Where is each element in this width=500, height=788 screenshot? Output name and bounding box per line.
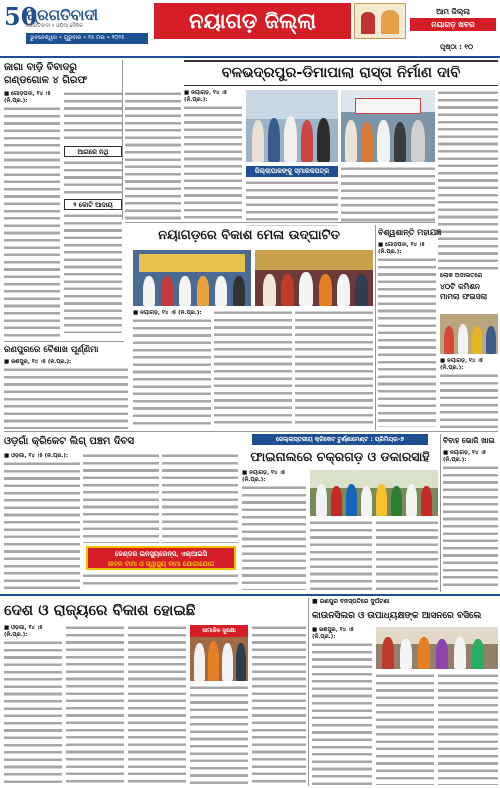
- photo-person: [382, 637, 394, 669]
- cricket-final-text-1: [242, 485, 306, 590]
- cricket-final-col1: [242, 470, 306, 590]
- cricket-final-headline-box: [242, 447, 438, 467]
- photo-person: [355, 274, 368, 306]
- vishwa-shanti-text-1: [378, 257, 436, 427]
- cricket-final-text-3: [376, 520, 438, 590]
- vikas-mela-photo-1: [133, 250, 251, 306]
- cricket-fifth-col4: [83, 573, 238, 589]
- vishwa-shanti-col1: [378, 242, 436, 427]
- panchayat-text-3: [438, 673, 498, 785]
- photo-person: [215, 276, 227, 306]
- photo-person: [268, 118, 280, 162]
- vikas-mela-col2: [214, 310, 292, 428]
- panchayat-col3: [438, 673, 498, 785]
- vikas-mela-headline: ନୟାଗଡ଼ରେ ବିକାଶ ମେଳା ଉଦ୍‌ଘାଟିତ: [158, 228, 340, 243]
- panchayat-kicker-box: [312, 598, 498, 608]
- photo-person: [331, 486, 342, 516]
- development-headline: ଦେଶ ଓ ରାଜ୍ୟରେ ବିକାଶ ହୋଇଛି: [4, 601, 196, 619]
- panchayat-col2: [376, 673, 434, 785]
- cricket-final-headline: ଫାଇନାଲରେ ଚକ୍ରଗଡ଼ ଓ ଡକାରସାହି: [250, 449, 430, 464]
- photo-person: [376, 484, 387, 516]
- development-text-5: [252, 625, 306, 785]
- vishwa-shanti-headline-box: [378, 226, 498, 240]
- land-dispute-byline: ■ ଗୋଡ଼ିପଦା, ୧୪ ।୫ (ନି.ପ୍ର.):: [4, 91, 51, 104]
- road-demand-caption: ଜିଲ୍ଲାପାଳଙ୍କୁ ସ୍ମାରକପତ୍ର: [246, 166, 338, 177]
- panchayat-text-1: [312, 642, 372, 785]
- photo-person: [436, 639, 448, 669]
- insurance-ad: [86, 546, 236, 570]
- divider: [4, 341, 124, 342]
- divider: [308, 598, 309, 786]
- road-demand-photo-1: [246, 90, 338, 162]
- photo-person: [252, 120, 264, 162]
- land-dispute-text-2: [64, 91, 122, 143]
- vikas-mela-byline: ■ ନୟାଗଡ଼, ୧୪ ।୫ (ନି.ପ୍ର.):: [133, 310, 202, 316]
- photo-person: [421, 486, 432, 516]
- road-demand-photo-2: [341, 90, 435, 162]
- photo-person: [361, 122, 373, 162]
- section-rule: [0, 594, 500, 596]
- development-text-2: [66, 625, 124, 785]
- divider: [4, 431, 498, 432]
- development-col1: [4, 625, 62, 785]
- section-banner: ନୟାଗଡ଼ ଜିଲ୍ଲା: [154, 3, 351, 39]
- road-demand-col2: [246, 180, 338, 226]
- land-dispute-sub-3: ୨ କୋଟି ଆଦାୟ: [64, 199, 122, 210]
- land-dispute-col3: [125, 91, 181, 221]
- road-demand-headline-box: [184, 60, 498, 86]
- photo-person: [284, 116, 297, 162]
- forty-cases-kicker: ଲୋକ ଅଦାଲତରେ: [440, 272, 483, 279]
- photo-person: [345, 120, 357, 162]
- divider: [122, 60, 123, 220]
- development-photo: [190, 625, 248, 681]
- land-dispute-headline-box: [4, 62, 122, 88]
- divider: [375, 225, 376, 430]
- road-demand-col4: [438, 90, 498, 270]
- development-byline: ■ ଓଡ଼ଗାଁ, ୧୪ ।୫ (ନି.ପ୍ର.):: [4, 625, 43, 638]
- road-demand-text-4: [438, 90, 498, 270]
- photo-person: [197, 276, 209, 306]
- development-photo-caption: ସାମାଜିକ ସୁରକ୍ଷା: [190, 625, 248, 637]
- photo-person: [472, 326, 482, 354]
- road-demand-headline: ବଳଭଦ୍ରପୁର-ଡିମାପାଲା ରାସ୍ତା ନିର୍ମାଣ ଦାବି: [221, 65, 461, 81]
- forty-cases-byline: ■ ନୟାଗଡ଼, ୧୪ ।୫ (ନି.ପ୍ର.):: [440, 358, 484, 371]
- cricket-fifth-col1: [4, 453, 80, 589]
- buddha-purnima-headline: ରଣପୁରରେ ବୈଶାଖ ପୂର୍ଣ୍ଣିମା: [4, 345, 99, 355]
- ad-line-2: ନୟାଗଡ଼ ଖବର: [410, 18, 496, 31]
- photo-sky: [310, 470, 438, 488]
- panchayat-text-2: [376, 673, 434, 785]
- photo-person: [486, 326, 496, 354]
- cricket-fifth-text-4: [83, 573, 238, 589]
- vivah-text: [443, 465, 498, 590]
- development-col4: [190, 685, 248, 785]
- development-col3: [128, 625, 186, 785]
- forty-cases-col: [440, 358, 498, 428]
- divider: [125, 222, 435, 223]
- ad-figure-1: [361, 12, 375, 34]
- forty-cases-text: [440, 373, 498, 428]
- land-dispute-text-1: [4, 106, 60, 339]
- photo-person: [236, 643, 246, 681]
- photo-person: [391, 486, 402, 516]
- development-col2: [66, 625, 124, 785]
- cricket-fifth-text-2: [83, 453, 159, 543]
- land-dispute-text-4: [64, 213, 122, 333]
- development-headline-box: [4, 598, 304, 622]
- insurance-ad-line-1: ଜେଣ୍ଡର ଇନସ୍ୟୁରେନ୍ସ, ଏଲ୍‌ଆଇସି: [115, 550, 207, 558]
- cricket-final-text-2: [310, 520, 372, 590]
- vishwa-shanti-headline: ବିଶ୍ୱଶାନ୍ତି ମହାଯଜ୍ଞ: [378, 228, 442, 237]
- photo-person: [208, 641, 219, 681]
- buddha-purnima-byline: ■ ରଣପୁର, ୧୪ ।୫ (ନି.ପ୍ର.):: [4, 359, 72, 365]
- cricket-final-col3: [376, 520, 438, 590]
- photo-person: [406, 484, 417, 516]
- photo-person: [161, 276, 173, 306]
- land-dispute-col2: [64, 91, 122, 339]
- photo-person: [444, 326, 454, 354]
- photo-person: [263, 274, 276, 306]
- cricket-fifth-text-1: [4, 461, 80, 589]
- road-demand-col1: [184, 90, 242, 220]
- development-col5: [252, 625, 306, 785]
- photo-person: [346, 484, 357, 516]
- road-demand-text-1: [184, 105, 242, 220]
- cricket-final-col2: [310, 520, 372, 590]
- photo-person: [319, 274, 332, 306]
- land-dispute-col1: [4, 91, 60, 339]
- insurance-ad-line-2: ଜୀବନ ବୀମା ଓ ସ୍ୱାସ୍ଥ୍ୟ ବୀମା ଯୋଗାଯୋଗ: [107, 560, 215, 568]
- cricket-fifth-col3: [162, 453, 238, 543]
- development-text-3: [128, 625, 186, 785]
- page-number: ପୃଷ୍ଠା : ୧୦: [440, 43, 474, 51]
- masthead-ad-image: [354, 3, 406, 39]
- buddha-purnima-text: [4, 367, 128, 429]
- panchayat-photo: [376, 627, 498, 669]
- development-text-4: [190, 685, 248, 785]
- vivah-headline-box: [443, 434, 498, 448]
- forty-cases-photo: [440, 314, 498, 354]
- vishwa-shanti-byline: ■ ଗୋଡ଼ିପଦା, ୧୪ ।୫ (ନି.ପ୍ର.):: [378, 242, 425, 255]
- vivah-col: [443, 450, 498, 590]
- buddha-purnima-col: [4, 359, 128, 429]
- panchayat-byline: ■ ରଣପୁର, ୧୪ ।୫ (ନି.ପ୍ର.):: [312, 627, 354, 640]
- photo-person: [222, 643, 233, 681]
- land-dispute-text-5: [125, 91, 181, 221]
- photo-person: [143, 276, 155, 306]
- paper-name: ପ୍ରଗତିବାଦୀ: [26, 6, 99, 24]
- cricket-final-kicker-box: [242, 434, 438, 446]
- road-demand-byline: ■ ନୟାଗଡ଼, ୧୪ ।୫ (ନି.ପ୍ର.):: [184, 90, 228, 103]
- cricket-fifth-headline: ଓଡ଼ଗାଁ କ୍ରିକେଟ ଲିଗ୍ ପଞ୍ଚମ ଦିବସ: [4, 436, 135, 447]
- photo-person: [458, 324, 468, 354]
- date-line: ଭୁବନେଶ୍ୱର • ଗୁରୁବାର • ୧୫ ମଇ • ୨୦୨୫: [26, 33, 148, 44]
- photo-person: [411, 120, 425, 162]
- cricket-final-kicker: ଜେଲ୍ଲାସ୍ତରୀୟ କ୍ରିକେଟ ଟୁର୍ଣ୍ଣାମେଣ୍ଟ : ପ୍ରିମିୟର-୭: [252, 434, 428, 445]
- anniversary-logo: 50: [4, 2, 38, 31]
- photo-person: [281, 274, 294, 306]
- land-dispute-headline: ଜାଗା ବାଡ଼ି ବିବାଦରୁ ଗଣ୍ଡଗୋଳ ୪ ଗିରଫ: [4, 62, 88, 86]
- photo-person: [472, 639, 484, 669]
- cricket-fifth-headline-box: [4, 434, 236, 450]
- photo-person: [337, 274, 350, 306]
- panchayat-col1: [312, 627, 372, 785]
- photo-stage-banner: [255, 250, 373, 270]
- cricket-fifth-byline: ■ ଓଡ଼ଗାଁ, ୧୪ ।୫ (ନି.ପ୍ର.):: [4, 453, 69, 459]
- cricket-final-byline: ■ ନୟାଗଡ଼, ୧୪ ।୫ (ନି.ପ୍ର.):: [242, 470, 286, 483]
- photo-banner: [355, 98, 421, 114]
- vikas-mela-text-3: [295, 310, 373, 428]
- photo-person: [361, 486, 372, 516]
- forty-cases-headline-box: [440, 282, 498, 312]
- vivah-byline: ■ ନୟାଗଡ଼, ୧୪ ।୫ (ନି.ପ୍ର.):: [443, 450, 487, 463]
- photo-person: [454, 637, 466, 669]
- photo-person: [233, 276, 245, 306]
- vikas-mela-col1: [133, 310, 211, 428]
- photo-person: [194, 643, 205, 681]
- road-demand-text-2: [246, 180, 338, 226]
- vikas-mela-photo-2: [255, 250, 373, 306]
- vikas-mela-headline-box: [125, 225, 373, 247]
- vikas-mela-text-2: [214, 310, 292, 428]
- land-dispute-text-3: [64, 160, 122, 196]
- panchayat-kicker: ■ ରଣପୁର ବନସ୍ପତିରେ ଦୁର୍ଘଟଣା: [312, 598, 390, 605]
- road-demand-caption-bar: [246, 166, 338, 178]
- panchayat-headline: କାଉନସିଲର ଓ ଉପାଧ୍ୟକ୍ଷଙ୍କ ଆସନରେ ବସିଲେ: [312, 611, 482, 621]
- photo-person: [316, 484, 327, 516]
- divider: [440, 434, 441, 592]
- photo-person: [179, 276, 191, 306]
- cricket-final-photo: [310, 470, 438, 516]
- photo-person: [299, 272, 313, 306]
- road-demand-col3: [341, 166, 435, 226]
- road-demand-text-3: [341, 166, 435, 226]
- cricket-fifth-col2: [83, 453, 159, 543]
- photo-person: [418, 637, 430, 669]
- cricket-fifth-text-3: [162, 453, 238, 543]
- masthead-ad-text: [410, 5, 496, 37]
- photo-person: [317, 118, 330, 162]
- masthead: [0, 0, 500, 57]
- photo-person: [400, 639, 412, 669]
- panchayat-headline-box: [312, 608, 498, 624]
- photo-stage-banner: [139, 254, 245, 272]
- land-dispute-sub-1: ଆଗରେ ନଥି: [64, 146, 122, 157]
- photo-person: [377, 120, 390, 162]
- forty-cases-headline: ୪୦ଟି କମିଶନ ମାମଲା ଫଇସଲା: [440, 282, 488, 301]
- ad-figure-2: [381, 10, 399, 34]
- vikas-mela-col3: [295, 310, 373, 428]
- buddha-purnima-headline-box: [4, 343, 128, 357]
- vivah-headline: ବିବାହ ଭୋଜି ଖାଇ: [443, 436, 495, 445]
- paper-tagline: ପ୍ରଗତିବାଦୀ • ଓଡ଼ିଆ ଦୈନିକ: [26, 23, 83, 29]
- development-text-1: [4, 640, 62, 785]
- ad-line-1: ଆମ ଜିଲ୍ଲା: [436, 7, 470, 16]
- vikas-mela-text-1: [133, 318, 211, 428]
- masthead-rule: [0, 56, 500, 58]
- photo-sky: [246, 90, 338, 119]
- photo-person: [301, 120, 313, 162]
- photo-person: [394, 122, 406, 162]
